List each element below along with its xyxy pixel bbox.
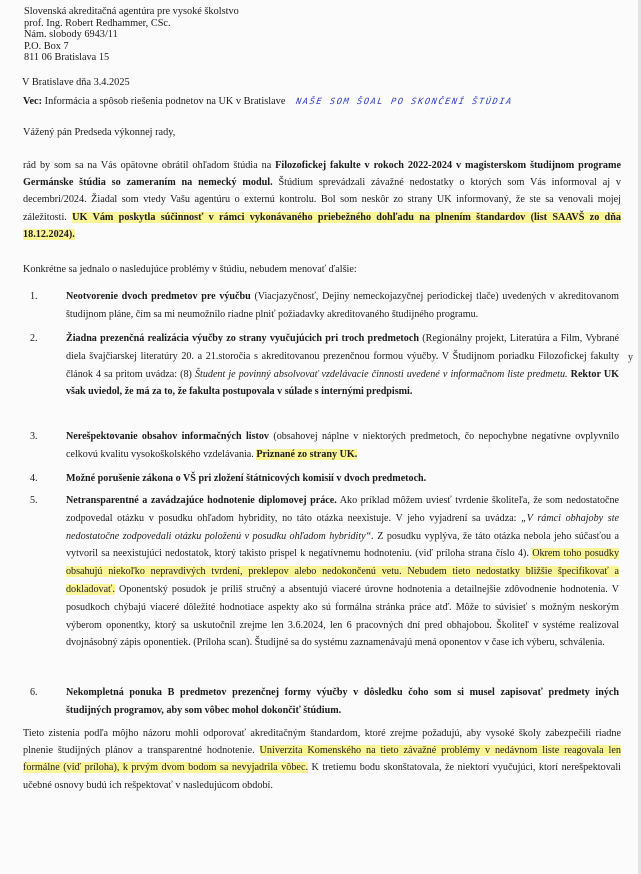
item-bold: Žiadna prezenčná realizácia výučby zo strany vyučujúcich pri troch predmetoch xyxy=(66,333,419,344)
item-text: (Regionálny projekt, Literatúra a Film, Vybrané diela švajčiarskej literatúry 20. a 21.storočia s akreditovanou prezenčnou formou výučby. V Študijnom poriadku Filozofickej fakulty článok 4 sa pritom uvádza: (8) xyxy=(66,333,619,380)
item-number: 3. xyxy=(30,431,38,442)
closing-paragraph xyxy=(23,725,621,794)
item-text-3: Oponentský posudok je príliš stručný a absentujú viaceré úrovne hodnotenia a detailnejšie zdôvodnenie hodnotenia. V posudkoch chýbajú viaceré dôležité hodnotiace aspekty ako sú formálna stránka práce atď. Môže to súvisieť s možným neskorým výberom oponentky, ktorý sa uskutočnil zrejme len 3.6.2024, len 6 pracovných dní pred obhajobou. Školiteľ v systéme realizoval dvojnásobný zápis oponentiek. (Príloha scan). Študijné sa do systému zaznamenávajú mená oponentov v čase ich výberu, schválenia. xyxy=(66,583,619,649)
address-line: 811 06 Bratislava 15 xyxy=(24,52,110,63)
item-number: 1. xyxy=(30,291,38,302)
intro-highlight: UK Vám poskytla súčinnosť v rámci vykonávaného priebežného dohľadu na plnením štandardov (list SAAVŠ zo dňa 18.12.2024). xyxy=(23,211,621,240)
subject-line xyxy=(23,96,513,108)
item-number: 6. xyxy=(30,687,38,698)
address-line: Nám. slobody 6943/11 xyxy=(24,29,118,40)
item-text: Ako príklad môžem uviesť tvrdenie školiteľa, že som nedostatočne zodpovedal otázku v posudku ohľadom hybridity, no táto otázka neexistuje. V jeho vyjadrení sa uvádza: xyxy=(66,495,619,524)
letter-date: V Bratislave dňa 3.4.2025 xyxy=(22,77,130,88)
closing-text: Tieto zistenia podľa môjho názoru mohli odporovať akreditačným štandardom, ktoré zrejme požadujú, aby vysoké školy zabezpečili riadne plnenie študijných plánov a transparentné hodnotenie. xyxy=(23,728,621,757)
closing-text-2: K tretiemu bodu skonštatovala, že niektorí vyučujúci, ktorí nerešpektovali učebné osnovy budú ich rešpektovať v nasledujúcom období. xyxy=(23,762,621,791)
handwritten-note: NAŠE SOM ŠOAL PO SKONČENÍ ŠTÚDIA xyxy=(295,97,514,107)
item-bold-highlight: Priznané zo strany UK. xyxy=(256,448,358,460)
intro-text-2: Štúdium sprevádzali závažné nedostatky o ktorých som Vás informoval aj v decembri/2024. Žiadal som vtedy Vašu agentúru o externú kontrolu. Bol som neskôr zo strany UK informovaný, že ste sa venovali mojej záležitosti. xyxy=(23,177,621,223)
recipient-address xyxy=(24,6,239,64)
list-item-3 xyxy=(30,428,620,464)
item-bold: Možné porušenie zákona o VŠ pri zložení štátnicových komisií v dvoch predmetoch. xyxy=(66,473,427,484)
address-line: Slovenská akreditačná agentúra pre vysoké školstvo xyxy=(24,6,239,17)
item-number: 4. xyxy=(30,473,38,484)
list-item-5 xyxy=(30,492,619,652)
problems-intro: Konkrétne sa jednalo o nasledujúce problémy v štúdiu, nebudem menovať ďalšie: xyxy=(23,264,357,275)
subject-label: Vec: xyxy=(23,96,43,107)
address-line: prof. Ing. Robert Redhammer, CSc. xyxy=(24,17,171,29)
intro-text: rád by som sa na Vás opätovne obrátil ohľadom štúdia na xyxy=(23,160,276,171)
list-item-2 xyxy=(30,330,619,401)
item-text-2: Z posudku vyplýva, že táto otázka nebola jeho súčasťou a vytvoril sa neexistujúci nedostatok, ktorý takisto prispel k negatívnemu hodnoteniu. (viď príloha strana číslo 4). xyxy=(66,530,619,560)
subject-text: Informácia a spôsob riešenia podnetov na UK v Bratislave xyxy=(44,96,286,107)
salutation: Vážený pán Predseda výkonnej rady, xyxy=(23,127,176,138)
item-number: 2. xyxy=(30,333,38,344)
item-text: (obsahovej náplne v niektorých predmetoch, čo nepochybne negatívne ovplyvnilo celkovú kvalitu vysokoškolského vzdelávania. xyxy=(66,431,620,460)
closing-highlight: Univerzita Komenského na tieto závažné problémy v nedávnom liste reagovala len formálne (viď príloha), k prvým dvom bodom sa nevyjadrila vôbec. xyxy=(23,745,621,774)
item-italic: Študent je povinný absolvovať vzdelávacie činnosti uvedené v informačnom liste predmetu. xyxy=(195,368,568,380)
intro-paragraph xyxy=(23,157,621,243)
item-number: 5. xyxy=(30,495,38,506)
margin-mark: y xyxy=(628,352,633,363)
list-item-6 xyxy=(30,684,619,720)
item-bold-2: Rektor UK však uviedol, že má za to, že fakulta postupovala v súlade s internými predpismi. xyxy=(66,368,619,398)
list-item-4 xyxy=(30,470,619,488)
item-highlight: Okrem toho posudky obsahujú niekoľko nepravdivých tvrdení, preklepov alebo nedokončenú vetu. Nebudem tieto nedostatky bližšie špecifikovať a dokladovať. xyxy=(66,548,619,595)
item-bold: Nerešpektovanie obsahov informačných listov xyxy=(66,431,269,442)
item-text: (Viacjazyčnosť, Dejiny nemeckojazyčnej periodickej tlače) uvedených v akreditovanom študijnom pláne, čím sa mi neumožnilo riadne plniť požiadavky akreditovaného študijného programu. xyxy=(66,291,619,320)
address-line: P.O. Box 7 xyxy=(24,40,69,52)
item-bold: Nekompletná ponuka B predmetov prezenčnej formy výučby v dôsledku čoho som si musel zapisovať predmety iných študijných programov, aby som vôbec mohol dokončiť štúdium. xyxy=(66,687,619,716)
intro-bold: Filozofickej fakulte v rokoch 2022-2024 v magisterskom študijnom programe Germánske štúdia so zameraním na nemecký modul. xyxy=(23,160,621,189)
item-italic: „V rámci obhajoby ste nedostatočne zodpovedali otázku položenú v posudku ohľadom hybridity“. xyxy=(66,512,619,542)
item-bold: Neotvorenie dvoch predmetov pre výučbu xyxy=(66,291,251,302)
item-bold: Netransparentné a zavádzajúce hodnotenie diplomovej práce. xyxy=(66,495,337,506)
list-item-1 xyxy=(30,288,619,324)
